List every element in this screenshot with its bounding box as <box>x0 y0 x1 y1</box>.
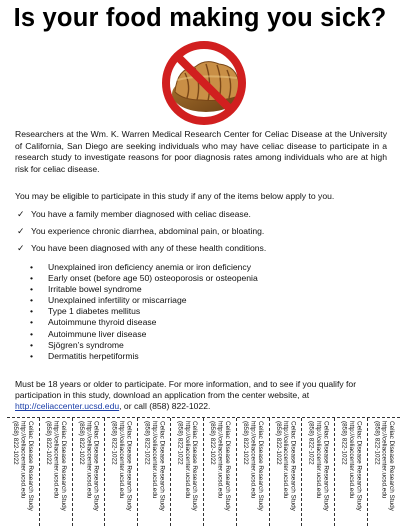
tear-off-tab-text <box>274 421 296 511</box>
tear-off-tab-text <box>307 421 329 511</box>
condition-item: • Dermatitis herpetiformis <box>30 350 139 361</box>
tear-off-tab-line1: Celiac Disease Research Study <box>289 421 297 511</box>
condition-item: • Autoimmune thyroid disease <box>30 317 157 328</box>
condition-item: • Unexplained infertility or miscarriage <box>30 295 187 306</box>
tear-off-tab-line3: (858) 822-1022 <box>209 421 217 465</box>
tear-off-tabs <box>7 417 400 526</box>
bullet-icon: • <box>30 317 34 328</box>
bullet-icon: • <box>30 284 34 295</box>
tear-off-tab-line2: http://celiaccenter.ucsd.edu <box>150 421 158 499</box>
tear-off-tab-line3: (858) 822-1022 <box>340 421 348 465</box>
flyer-title: Is your food making you sick? <box>13 4 387 32</box>
tear-off-tab-line1: Celiac Disease Research Study <box>223 421 231 511</box>
tear-off-tab-line1: Celiac Disease Research Study <box>92 421 100 511</box>
tear-off-tab-line3: (858) 822-1022 <box>45 421 53 465</box>
tear-off-tab[interactable] <box>7 418 39 526</box>
tear-off-tab-line1: Celiac Disease Research Study <box>27 421 35 511</box>
tear-off-tab-line3: (858) 822-1022 <box>77 421 85 465</box>
tear-off-tab[interactable] <box>301 418 334 526</box>
tear-off-tab-text <box>45 421 67 511</box>
bullet-icon: • <box>30 339 34 350</box>
checkmark-icon: ✓ <box>17 243 25 253</box>
bullet-icon: • <box>30 328 34 339</box>
condition-item: • Early onset (before age 50) osteoporosis or osteopenia <box>30 273 258 284</box>
tear-off-tab[interactable] <box>104 418 137 526</box>
participation-info: Must be 18 years or older to participate. For more information, and to see if you qualify for participation in this study, download an application from the center website, at http://celiaccenter.ucsd.edu, or call (858) 822-1022. <box>15 379 357 412</box>
tear-off-tab-line3: (858) 822-1022 <box>373 421 381 465</box>
checkmark-icon: ✓ <box>17 209 25 219</box>
condition-item: • Irritable bowel syndrome <box>30 284 142 295</box>
tear-off-tab-line1: Celiac Disease Research Study <box>322 421 330 511</box>
tear-off-tab-text <box>176 421 198 511</box>
tear-off-tab[interactable] <box>334 418 367 526</box>
tear-off-tab-line3: (858) 822-1022 <box>242 421 249 465</box>
tear-off-tab-line2: http://celiaccenter.ucsd.edu <box>52 421 60 499</box>
tear-off-tab-text <box>110 421 132 511</box>
bullet-icon: • <box>30 262 34 272</box>
tear-off-tab[interactable] <box>236 418 269 526</box>
checkmark-icon: ✓ <box>17 226 25 236</box>
tear-off-tab-line2: http://celiaccenter.ucsd.edu <box>85 421 93 499</box>
no-bread-sign-icon <box>161 40 247 126</box>
tear-off-tab-line1: Celiac Disease Research Study <box>158 421 166 511</box>
checklist-item: ✓ You experience chronic diarrhea, abdominal pain, or bloating. <box>17 226 265 236</box>
tear-off-tab-line3: (858) 822-1022 <box>12 421 20 465</box>
tear-off-tab-line2: http://celiaccenter.ucsd.edu <box>19 421 27 499</box>
eligibility-checklist <box>17 209 387 260</box>
center-website-link[interactable]: http://celiaccenter.ucsd.edu <box>15 401 120 412</box>
tear-off-tab-text <box>77 421 99 511</box>
tear-off-tab-line2: http://celiaccenter.ucsd.edu <box>380 421 388 499</box>
tear-off-tab-line2: http://celiaccenter.ucsd.edu <box>282 421 290 499</box>
conditions-list <box>30 262 370 362</box>
tear-off-tab-text <box>143 421 165 511</box>
tear-off-tab-line3: (858) 822-1022 <box>143 421 151 465</box>
condition-item: • Autoimmune liver disease <box>30 328 147 339</box>
tear-off-tab-line2: http://celiaccenter.ucsd.edu <box>216 421 224 499</box>
bullet-icon: • <box>30 306 34 317</box>
eligibility-text: You may be eligible to participate in this study if any of the items below apply to you. <box>15 191 335 201</box>
tear-off-tab[interactable] <box>137 418 170 526</box>
bullet-icon: • <box>30 273 34 284</box>
bullet-icon: • <box>30 295 34 306</box>
tear-off-tab-line3: (858) 822-1022 <box>307 421 315 465</box>
tear-off-tab-text <box>373 421 395 511</box>
tear-off-tab-line3: (858) 822-1022 <box>274 421 282 465</box>
tear-off-tab[interactable] <box>269 418 302 526</box>
condition-item: • Sjögren’s syndrome <box>30 339 124 350</box>
tear-off-tab-line2: http://celiaccenter.ucsd.edu <box>249 421 257 499</box>
tear-off-tab-line2: http://celiaccenter.ucsd.edu <box>118 421 126 499</box>
tear-off-tab-line1: Celiac Disease Research Study <box>125 421 133 511</box>
tear-off-tab-line3: (858) 822-1022 <box>176 421 184 465</box>
tear-off-tab-line2: http://celiaccenter.ucsd.edu <box>183 421 191 499</box>
tear-off-tab-line1: Celiac Disease Research Study <box>355 421 363 511</box>
tear-off-tab-line1: Celiac Disease Research Study <box>256 421 264 511</box>
tear-off-tab-text <box>209 421 231 511</box>
tear-off-tab-line2: http://celiaccenter.ucsd.edu <box>315 421 323 499</box>
condition-item: • Type 1 diabetes mellitus <box>30 306 141 317</box>
tear-off-tab-line3: (858) 822-1022 <box>110 421 118 465</box>
tear-off-tab-line2: http://celiaccenter.ucsd.edu <box>347 421 355 499</box>
tear-off-tab[interactable] <box>367 418 400 526</box>
tear-off-tab-line1: Celiac Disease Research Study <box>388 421 396 511</box>
bullet-icon: • <box>30 350 34 361</box>
condition-item: • Unexplained iron deficiency anemia or iron deficiency <box>30 262 252 272</box>
tear-off-tab-line1: Celiac Disease Research Study <box>191 421 199 511</box>
tear-off-tab-text <box>340 421 362 511</box>
tear-off-tab[interactable] <box>170 418 203 526</box>
intro-paragraph: Researchers at the Wm. K. Warren Medical Research Center for Celiac Disease at the University of California, San Diego are seeking individuals who may have celiac disease to participate in a research study to investigate reasons for poor diagnosis rates among individuals who are at high risk for celiac disease. <box>15 129 387 174</box>
tear-off-tab-line1: Celiac Disease Research Study <box>59 421 67 511</box>
tear-off-tab[interactable] <box>72 418 105 526</box>
tear-off-tab-text <box>12 421 34 511</box>
tear-off-tab[interactable] <box>203 418 236 526</box>
tear-off-tab-text <box>242 421 264 511</box>
checklist-item: ✓ You have been diagnosed with any of these health conditions. <box>17 243 267 253</box>
checklist-item: ✓ You have a family member diagnosed with celiac disease. <box>17 209 251 219</box>
tear-off-tab[interactable] <box>39 418 72 526</box>
